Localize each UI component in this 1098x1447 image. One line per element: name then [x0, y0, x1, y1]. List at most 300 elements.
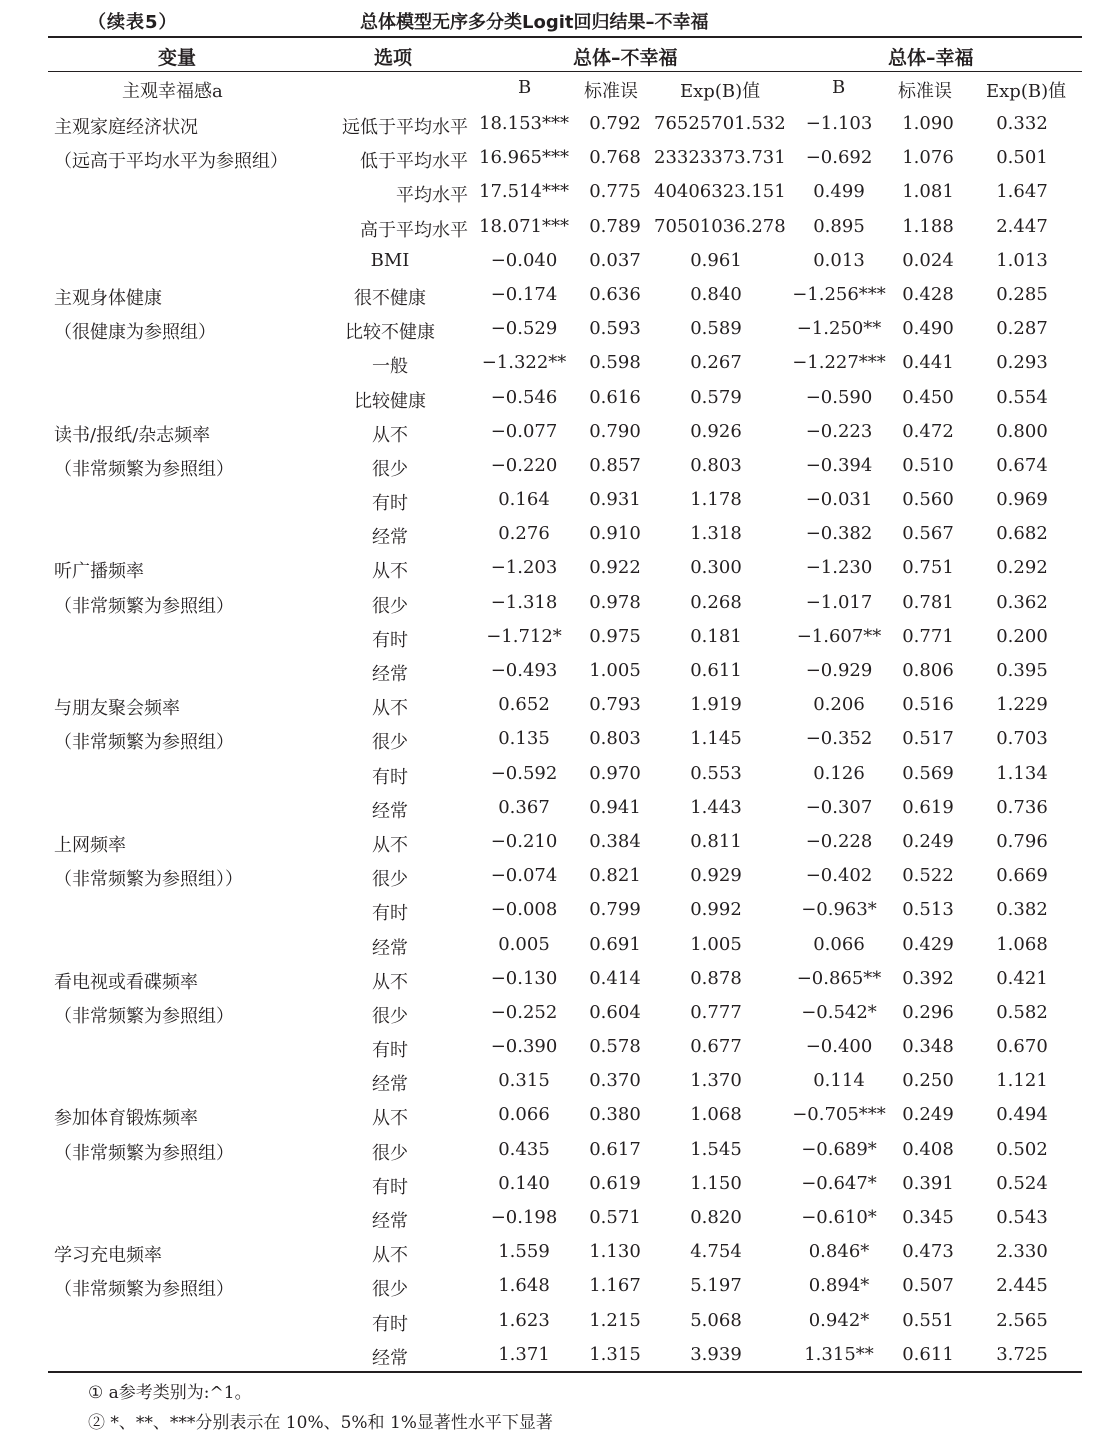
note-1: ① a参考类别为:^1。	[88, 1383, 252, 1403]
option-cell: 从不	[372, 1245, 408, 1267]
b-unhappy-cell: −0.546	[490, 386, 558, 408]
table-row	[48, 141, 1082, 175]
variable-cell: 听广播频率	[54, 561, 144, 583]
table-subheader	[48, 73, 1082, 105]
se-happy-cell: 0.560	[902, 489, 954, 511]
expb-happy-cell: 0.669	[996, 865, 1048, 887]
option-cell: 有时	[372, 1176, 408, 1198]
expb-unhappy-cell: 1.318	[690, 523, 742, 545]
b-happy-cell: 0.126	[813, 762, 865, 784]
table-row	[48, 517, 1082, 551]
se-happy-cell: 0.472	[902, 420, 954, 442]
b-happy-cell: −1.607**	[796, 625, 882, 647]
option-cell: 有时	[372, 903, 408, 925]
b-unhappy-cell: 0.164	[498, 489, 550, 511]
b-unhappy-cell: −0.592	[490, 762, 558, 784]
se-happy-cell: 0.490	[902, 318, 954, 340]
table-row	[48, 654, 1082, 688]
se-unhappy-cell: 0.793	[589, 694, 641, 716]
table-row	[48, 1167, 1082, 1201]
variable-cell: （非常频繁为参照组）	[54, 1005, 234, 1027]
b-happy-cell: −0.689*	[801, 1138, 877, 1160]
option-cell: 平均水平	[396, 185, 468, 207]
expb-happy-cell: 0.382	[996, 899, 1048, 921]
b-happy-cell: −0.223	[805, 420, 873, 442]
option-cell: 从不	[372, 971, 408, 993]
b-happy-cell: −0.705***	[792, 1104, 886, 1126]
expb-happy-cell: 0.554	[996, 386, 1048, 408]
option-cell: 有时	[372, 493, 408, 515]
option-cell: 有时	[372, 1040, 408, 1062]
b-unhappy-cell: 0.435	[498, 1138, 550, 1160]
table-caption	[0, 8, 1098, 34]
b-happy-cell: 0.206	[813, 694, 865, 716]
expb-happy-cell: 0.292	[996, 557, 1048, 579]
b-happy-cell: 0.846*	[808, 1241, 870, 1263]
b-unhappy-cell: 16.965***	[479, 147, 569, 169]
b-happy-cell: −1.227***	[792, 352, 886, 374]
table-row	[48, 346, 1082, 380]
se-happy-cell: 0.391	[902, 1172, 954, 1194]
expb-unhappy-cell: 5.197	[690, 1275, 742, 1297]
table-row	[48, 1133, 1082, 1167]
col-se-2: 标准误	[898, 81, 952, 102]
b-unhappy-cell: −0.040	[490, 249, 558, 271]
variable-cell: 参加体育锻炼频率	[54, 1108, 198, 1130]
b-unhappy-cell: 1.371	[498, 1343, 550, 1365]
col-exp-2: Exp(B)值	[986, 81, 1067, 102]
b-happy-cell: −0.590	[805, 386, 873, 408]
se-unhappy-cell: 0.616	[589, 386, 641, 408]
expb-unhappy-cell: 0.677	[690, 1036, 742, 1058]
b-happy-cell: −0.228	[805, 830, 873, 852]
expb-unhappy-cell: 1.150	[690, 1172, 742, 1194]
header-group-unhappy: 总体–不幸福	[573, 47, 678, 69]
b-unhappy-cell: 1.648	[498, 1275, 550, 1297]
se-unhappy-cell: 0.975	[589, 625, 641, 647]
expb-happy-cell: 0.494	[996, 1104, 1048, 1126]
expb-happy-cell: 0.543	[996, 1207, 1048, 1228]
option-cell: 从不	[372, 834, 408, 856]
se-unhappy-cell: 0.789	[589, 215, 641, 237]
se-happy-cell: 0.569	[902, 762, 954, 784]
se-happy-cell: 0.781	[902, 591, 954, 613]
expb-happy-cell: 0.362	[996, 591, 1048, 613]
option-cell: 从不	[372, 1108, 408, 1130]
expb-happy-cell: 1.229	[996, 694, 1048, 716]
expb-happy-cell: 0.285	[996, 283, 1048, 305]
variable-cell: （非常频繁为参照组））	[54, 869, 243, 891]
variable-cell: （远高于平均水平为参照组）	[54, 151, 288, 173]
b-happy-cell: −1.250**	[796, 318, 882, 340]
table-row	[48, 175, 1082, 209]
expb-unhappy-cell: 0.553	[690, 762, 742, 784]
b-happy-cell: 0.895	[813, 215, 865, 237]
se-unhappy-cell: 0.384	[589, 830, 641, 852]
option-cell: 经常	[372, 937, 408, 959]
variable-cell: 主观身体健康	[54, 287, 162, 309]
table-row	[48, 859, 1082, 893]
b-unhappy-cell: 18.071***	[479, 215, 569, 237]
b-unhappy-cell: −0.493	[490, 660, 558, 681]
table-row	[48, 1064, 1082, 1098]
table-row	[48, 415, 1082, 449]
se-happy-cell: 0.024	[902, 249, 954, 271]
se-unhappy-cell: 0.970	[589, 762, 641, 784]
se-unhappy-cell: 0.941	[589, 796, 641, 818]
expb-unhappy-cell: 0.777	[690, 1001, 742, 1023]
option-cell: 很不健康	[354, 287, 426, 309]
variable-cell: 看电视或看碟频率	[54, 971, 198, 993]
se-unhappy-cell: 0.571	[589, 1207, 641, 1228]
b-happy-cell: 0.894*	[808, 1275, 870, 1297]
table-row	[48, 928, 1082, 962]
se-unhappy-cell: 1.130	[589, 1241, 641, 1263]
table-row	[48, 996, 1082, 1030]
se-happy-cell: 0.771	[902, 625, 954, 647]
expb-happy-cell: 0.796	[996, 830, 1048, 852]
expb-unhappy-cell: 0.579	[690, 386, 742, 408]
expb-unhappy-cell: 1.370	[690, 1070, 742, 1092]
expb-happy-cell: 1.121	[996, 1070, 1048, 1092]
b-unhappy-cell: −1.318	[490, 591, 558, 613]
table-row	[48, 244, 1082, 278]
expb-happy-cell: 0.200	[996, 625, 1048, 647]
b-happy-cell: −0.865**	[796, 967, 882, 989]
expb-happy-cell: 0.524	[996, 1172, 1048, 1194]
table-notes	[88, 1378, 553, 1438]
b-unhappy-cell: −0.529	[490, 318, 558, 340]
table-row	[48, 1235, 1082, 1269]
table-title: 总体模型无序多分类Logit回归结果–不幸福	[360, 12, 709, 33]
table-row	[48, 893, 1082, 927]
expb-happy-cell: 0.736	[996, 796, 1048, 818]
expb-unhappy-cell: 3.939	[690, 1343, 742, 1365]
variable-cell: 学习充电频率	[54, 1245, 162, 1267]
option-cell: 有时	[372, 766, 408, 788]
option-cell: 有时	[372, 629, 408, 651]
expb-unhappy-cell: 0.820	[690, 1207, 742, 1228]
option-cell: 经常	[372, 664, 408, 685]
table-row	[48, 620, 1082, 654]
se-unhappy-cell: 0.578	[589, 1036, 641, 1058]
expb-unhappy-cell: 5.068	[690, 1309, 742, 1331]
se-happy-cell: 0.441	[902, 352, 954, 374]
expb-unhappy-cell: 1.145	[690, 728, 742, 750]
option-cell: 从不	[372, 561, 408, 583]
expb-happy-cell: 0.670	[996, 1036, 1048, 1058]
se-happy-cell: 0.516	[902, 694, 954, 716]
option-cell: 有时	[372, 1313, 408, 1335]
expb-happy-cell: 0.501	[996, 147, 1048, 169]
expb-unhappy-cell: 0.992	[690, 899, 742, 921]
se-happy-cell: 0.250	[902, 1070, 954, 1092]
table-row	[48, 962, 1082, 996]
table-row	[48, 483, 1082, 517]
expb-unhappy-cell: 0.840	[690, 283, 742, 305]
b-unhappy-cell: 1.559	[498, 1241, 550, 1263]
b-happy-cell: −0.382	[805, 523, 873, 545]
expb-happy-cell: 0.332	[996, 113, 1048, 134]
table-row	[48, 278, 1082, 312]
table-row	[48, 1269, 1082, 1303]
b-happy-cell: −1.017	[805, 591, 873, 613]
se-happy-cell: 0.507	[902, 1275, 954, 1297]
b-unhappy-cell: 0.135	[498, 728, 550, 750]
table-row	[48, 757, 1082, 791]
col-exp-1: Exp(B)值	[680, 81, 761, 102]
se-unhappy-cell: 0.821	[589, 865, 641, 887]
se-happy-cell: 0.345	[902, 1207, 954, 1228]
se-happy-cell: 0.510	[902, 454, 954, 476]
se-unhappy-cell: 0.593	[589, 318, 641, 340]
option-cell: 很少	[372, 1005, 408, 1027]
b-unhappy-cell: −1.712*	[486, 625, 562, 647]
header-variable: 变量	[158, 47, 197, 69]
option-cell: BMI	[370, 249, 410, 271]
expb-happy-cell: 0.287	[996, 318, 1048, 340]
table-body	[48, 107, 1082, 1372]
option-cell: 经常	[372, 1074, 408, 1096]
b-unhappy-cell: 0.140	[498, 1172, 550, 1194]
option-cell: 经常	[372, 1347, 408, 1369]
expb-happy-cell: 1.068	[996, 933, 1048, 955]
se-unhappy-cell: 0.380	[589, 1104, 641, 1126]
expb-happy-cell: 0.800	[996, 420, 1048, 442]
b-unhappy-cell: −0.198	[490, 1207, 558, 1228]
se-happy-cell: 0.348	[902, 1036, 954, 1058]
se-happy-cell: 0.522	[902, 865, 954, 887]
option-cell: 很少	[372, 1279, 408, 1301]
se-happy-cell: 1.090	[902, 113, 954, 134]
table-row	[48, 381, 1082, 415]
se-happy-cell: 0.611	[902, 1343, 954, 1365]
expb-unhappy-cell: 0.267	[690, 352, 742, 374]
table-row	[48, 210, 1082, 244]
se-unhappy-cell: 0.636	[589, 283, 641, 305]
se-unhappy-cell: 0.857	[589, 454, 641, 476]
b-happy-cell: 0.499	[813, 181, 865, 203]
option-cell: 很少	[372, 458, 408, 480]
variable-cell: 读书/报纸/杂志频率	[54, 424, 211, 446]
b-happy-cell: −0.307	[805, 796, 873, 818]
option-cell: 比较健康	[354, 390, 426, 412]
variable-cell: 与朋友聚会频率	[54, 698, 180, 720]
se-happy-cell: 0.619	[902, 796, 954, 818]
expb-unhappy-cell: 1.178	[690, 489, 742, 511]
expb-unhappy-cell: 0.929	[690, 865, 742, 887]
expb-happy-cell: 0.969	[996, 489, 1048, 511]
se-happy-cell: 1.076	[902, 147, 954, 169]
se-happy-cell: 0.392	[902, 967, 954, 989]
expb-happy-cell: 0.682	[996, 523, 1048, 545]
b-happy-cell: −0.542*	[801, 1001, 877, 1023]
expb-happy-cell: 0.293	[996, 352, 1048, 374]
b-unhappy-cell: 18.153***	[479, 113, 569, 134]
b-unhappy-cell: −0.074	[490, 865, 558, 887]
se-unhappy-cell: 0.803	[589, 728, 641, 750]
se-unhappy-cell: 0.910	[589, 523, 641, 545]
expb-unhappy-cell: 0.961	[690, 249, 742, 271]
variable-cell: 主观家庭经济状况	[54, 117, 198, 138]
b-happy-cell: −0.610*	[801, 1207, 877, 1228]
table-row	[48, 688, 1082, 722]
option-cell: 从不	[372, 698, 408, 720]
se-happy-cell: 0.249	[902, 830, 954, 852]
table-row	[48, 1201, 1082, 1235]
se-unhappy-cell: 0.037	[589, 249, 641, 271]
expb-unhappy-cell: 1.545	[690, 1138, 742, 1160]
b-unhappy-cell: −1.322**	[481, 352, 567, 374]
se-unhappy-cell: 1.215	[589, 1309, 641, 1331]
expb-unhappy-cell: 0.300	[690, 557, 742, 579]
expb-unhappy-cell: 70501036.278	[654, 215, 786, 237]
expb-happy-cell: 1.013	[996, 249, 1048, 271]
table-row	[48, 449, 1082, 483]
expb-unhappy-cell: 0.268	[690, 591, 742, 613]
table-row	[48, 1304, 1082, 1338]
expb-happy-cell: 3.725	[996, 1343, 1048, 1365]
se-happy-cell: 0.429	[902, 933, 954, 955]
variable-cell: （非常频繁为参照组）	[54, 1279, 234, 1301]
expb-unhappy-cell: 76525701.532	[654, 113, 786, 134]
se-happy-cell: 1.081	[902, 181, 954, 203]
variable-cell: （非常频繁为参照组）	[54, 1142, 234, 1164]
expb-unhappy-cell: 0.811	[690, 830, 742, 852]
expb-happy-cell: 0.582	[996, 1001, 1048, 1023]
expb-unhappy-cell: 0.589	[690, 318, 742, 340]
expb-unhappy-cell: 40406323.151	[654, 181, 786, 203]
se-happy-cell: 0.296	[902, 1001, 954, 1023]
b-happy-cell: −1.103	[805, 113, 873, 134]
se-unhappy-cell: 1.005	[589, 660, 641, 681]
b-unhappy-cell: 0.066	[498, 1104, 550, 1126]
b-happy-cell: −0.647*	[801, 1172, 877, 1194]
b-happy-cell: 0.942*	[808, 1309, 870, 1331]
header-option: 选项	[374, 47, 413, 69]
option-cell: 很少	[372, 869, 408, 891]
b-happy-cell: −1.230	[805, 557, 873, 579]
dependent-variable-label: 主观幸福感a	[122, 81, 223, 102]
b-unhappy-cell: 0.276	[498, 523, 550, 545]
b-happy-cell: −0.963*	[801, 899, 877, 921]
expb-happy-cell: 2.445	[996, 1275, 1048, 1297]
table-row	[48, 1338, 1082, 1372]
se-happy-cell: 0.249	[902, 1104, 954, 1126]
expb-unhappy-cell: 0.878	[690, 967, 742, 989]
b-unhappy-cell: −0.252	[490, 1001, 558, 1023]
b-happy-cell: 0.114	[813, 1070, 865, 1092]
option-cell: 比较不健康	[345, 322, 435, 344]
table-row	[48, 107, 1082, 141]
se-unhappy-cell: 0.978	[589, 591, 641, 613]
b-unhappy-cell: −0.077	[490, 420, 558, 442]
b-unhappy-cell: 0.367	[498, 796, 550, 818]
b-happy-cell: −0.352	[805, 728, 873, 750]
se-unhappy-cell: 0.619	[589, 1172, 641, 1194]
note-2: ② *、**、***分别表示在 10%、5%和 1%显著性水平下显著	[88, 1413, 553, 1433]
expb-unhappy-cell: 1.005	[690, 933, 742, 955]
se-happy-cell: 0.567	[902, 523, 954, 545]
expb-happy-cell: 0.395	[996, 660, 1048, 681]
expb-unhappy-cell: 1.443	[690, 796, 742, 818]
variable-cell: （很健康为参照组）	[54, 322, 216, 344]
b-happy-cell: −0.402	[805, 865, 873, 887]
expb-happy-cell: 2.565	[996, 1309, 1048, 1331]
se-happy-cell: 0.551	[902, 1309, 954, 1331]
se-happy-cell: 1.188	[902, 215, 954, 237]
se-happy-cell: 0.517	[902, 728, 954, 750]
table-row	[48, 312, 1082, 346]
se-happy-cell: 0.751	[902, 557, 954, 579]
expb-unhappy-cell: 0.926	[690, 420, 742, 442]
b-happy-cell: 0.013	[813, 249, 865, 271]
expb-unhappy-cell: 23323373.731	[654, 147, 786, 169]
expb-unhappy-cell: 1.919	[690, 694, 742, 716]
b-unhappy-cell: −1.203	[490, 557, 558, 579]
se-unhappy-cell: 0.414	[589, 967, 641, 989]
se-unhappy-cell: 1.315	[589, 1343, 641, 1365]
option-cell: 从不	[372, 424, 408, 446]
option-cell: 很少	[372, 732, 408, 754]
expb-happy-cell: 2.447	[996, 215, 1048, 237]
b-happy-cell: −0.394	[805, 454, 873, 476]
option-cell: 经常	[372, 1211, 408, 1232]
se-unhappy-cell: 0.370	[589, 1070, 641, 1092]
se-happy-cell: 0.513	[902, 899, 954, 921]
b-unhappy-cell: 0.005	[498, 933, 550, 955]
table-row	[48, 586, 1082, 620]
table-row	[48, 722, 1082, 756]
expb-unhappy-cell: 4.754	[690, 1241, 742, 1263]
se-unhappy-cell: 0.799	[589, 899, 641, 921]
expb-unhappy-cell: 0.611	[690, 660, 742, 681]
continued-label: （续表5）	[88, 12, 178, 33]
se-unhappy-cell: 0.768	[589, 147, 641, 169]
variable-cell: （非常频繁为参照组）	[54, 732, 234, 754]
option-cell: 低于平均水平	[360, 151, 468, 173]
b-happy-cell: 0.066	[813, 933, 865, 955]
option-cell: 很少	[372, 595, 408, 617]
table-row	[48, 791, 1082, 825]
b-unhappy-cell: 0.652	[498, 694, 550, 716]
col-b-2: B	[832, 77, 846, 98]
table-row	[48, 825, 1082, 859]
expb-happy-cell: 0.421	[996, 967, 1048, 989]
option-cell: 高于平均水平	[360, 219, 468, 241]
b-happy-cell: 1.315**	[804, 1343, 874, 1365]
se-happy-cell: 0.473	[902, 1241, 954, 1263]
option-cell: 很少	[372, 1142, 408, 1164]
se-happy-cell: 0.428	[902, 283, 954, 305]
table-row	[48, 1030, 1082, 1064]
b-unhappy-cell: −0.130	[490, 967, 558, 989]
b-happy-cell: −0.692	[805, 147, 873, 169]
b-unhappy-cell: −0.008	[490, 899, 558, 921]
col-b-1: B	[518, 77, 532, 98]
b-unhappy-cell: 17.514***	[479, 181, 569, 203]
se-unhappy-cell: 0.604	[589, 1001, 641, 1023]
variable-cell: （非常频繁为参照组）	[54, 458, 234, 480]
se-unhappy-cell: 0.598	[589, 352, 641, 374]
se-happy-cell: 0.806	[902, 660, 954, 681]
expb-happy-cell: 0.703	[996, 728, 1048, 750]
b-unhappy-cell: 0.315	[498, 1070, 550, 1092]
header-group-happy: 总体–幸福	[888, 47, 974, 69]
se-unhappy-cell: 0.617	[589, 1138, 641, 1160]
se-unhappy-cell: 0.691	[589, 933, 641, 955]
expb-unhappy-cell: 0.803	[690, 454, 742, 476]
